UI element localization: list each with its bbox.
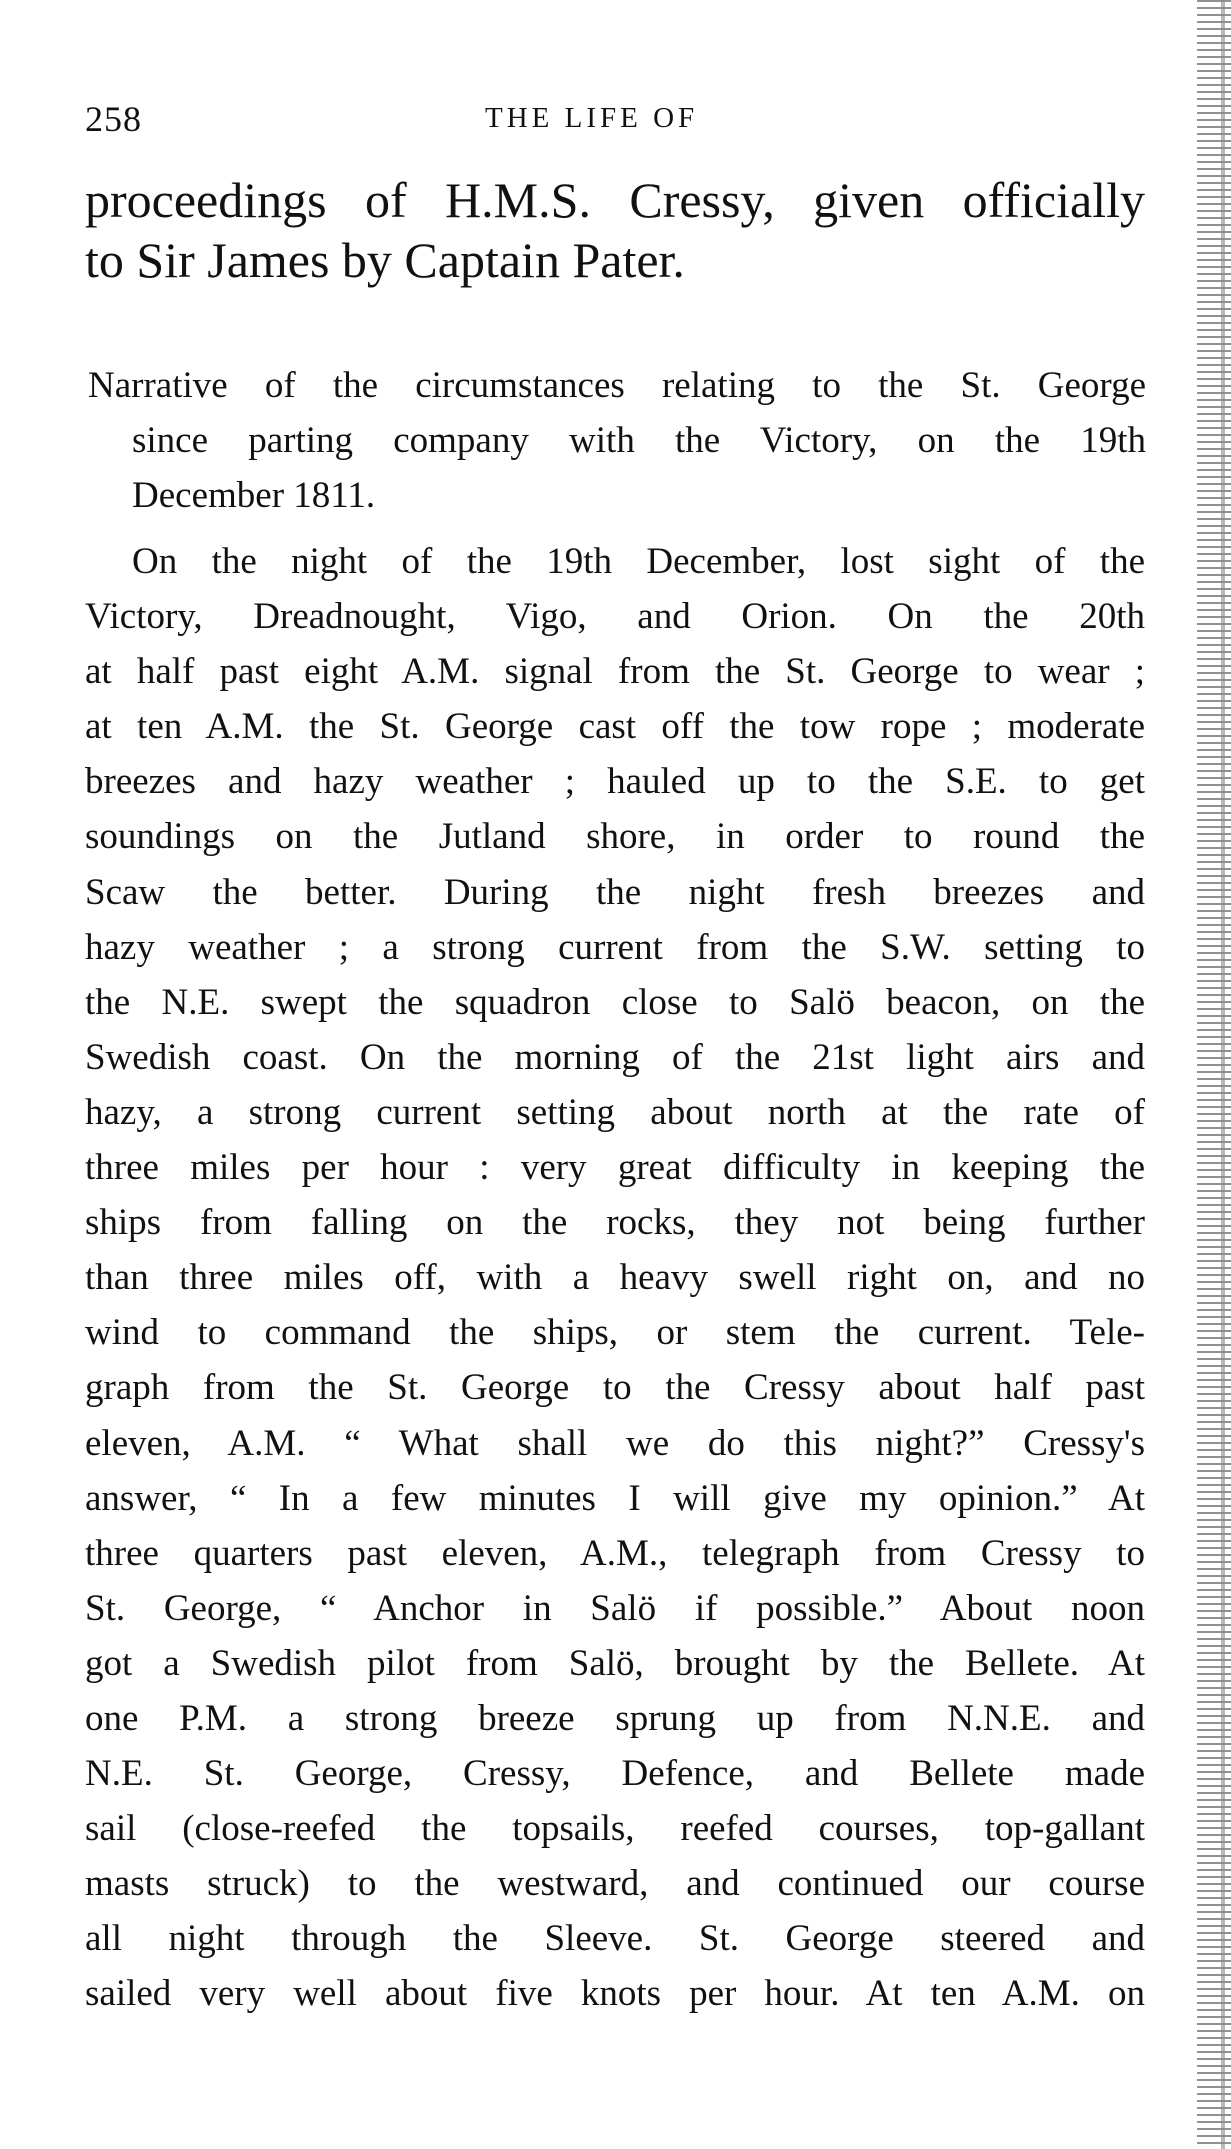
page-number: 258: [85, 99, 142, 139]
body-line: breezes and hazy weather ; hauled up to the S.E. to get: [85, 761, 1145, 803]
body-line: at ten A.M. the St. George cast off the tow rope ; moderate: [85, 706, 1145, 748]
body-line: than three miles off, with a heavy swell right on, and no: [85, 1257, 1145, 1299]
lead-line: to Sir James by Captain Pater.: [85, 232, 685, 288]
body-line: On the night of the 19th December, lost sight of the: [132, 541, 1145, 582]
body-line: one P.M. a strong breeze sprung up from N.N.E. and: [85, 1697, 1145, 1739]
body-line: N.E. St. George, Cressy, Defence, and Bellete made: [85, 1753, 1145, 1795]
body-line: masts struck) to the westward, and continued our course: [85, 1863, 1145, 1905]
body-line: at half past eight A.M. signal from the St. George to wear ;: [85, 651, 1145, 693]
body-line: graph from the St. George to the Cressy about half past: [85, 1367, 1145, 1409]
body-line: sail (close-reefed the topsails, reefed courses, top-gallant: [85, 1808, 1145, 1850]
body-line: Victory, Dreadnought, Vigo, and Orion. On the 20th: [85, 596, 1145, 638]
running-title: THE LIFE OF: [485, 102, 699, 134]
body-line: three quarters past eleven, A.M., telegraph from Cressy to: [85, 1532, 1145, 1574]
page-edge-shadow: [1197, 0, 1231, 2149]
body-line: all night through the Sleeve. St. George steered and: [85, 1918, 1145, 1960]
body-line: hazy weather ; a strong current from the S.W. setting to: [85, 926, 1145, 968]
body-line: ships from falling on the rocks, they not being further: [85, 1202, 1145, 1244]
heading-line: Narrative of the circumstances relating to the St. George: [88, 365, 1146, 406]
body-line: St. George, “ Anchor in Salö if possible.” About noon: [85, 1587, 1145, 1629]
lead-paragraph: [85, 170, 1145, 290]
narrative-heading: [88, 358, 1146, 523]
lead-line: proceedings of H.M.S. Cressy, given officially: [85, 172, 1145, 228]
page-header: [85, 98, 1145, 142]
body-line: hazy, a strong current setting about north at the rate of: [85, 1091, 1145, 1133]
heading-line: December 1811.: [132, 475, 376, 516]
body-line: sailed very well about five knots per hour. At ten A.M. on: [85, 1973, 1145, 2015]
body-line: answer, “ In a few minutes I will give my opinion.” At: [85, 1477, 1145, 1519]
body-paragraph: [85, 534, 1145, 2022]
body-line: got a Swedish pilot from Salö, brought by the Bellete. At: [85, 1642, 1145, 1684]
body-line: three miles per hour : very great difficulty in keeping the: [85, 1147, 1145, 1189]
heading-line: since parting company with the Victory, on the 19th: [132, 420, 1146, 461]
body-line: Swedish coast. On the morning of the 21st light airs and: [85, 1036, 1145, 1078]
body-line: Scaw the better. During the night fresh breezes and: [85, 871, 1145, 913]
body-line: eleven, A.M. “ What shall we do this night?” Cressy's: [85, 1422, 1145, 1464]
body-line: the N.E. swept the squadron close to Salö beacon, on the: [85, 981, 1145, 1023]
body-line: wind to command the ships, or stem the current. Tele-: [85, 1312, 1145, 1354]
body-line: soundings on the Jutland shore, in order to round the: [85, 816, 1145, 858]
